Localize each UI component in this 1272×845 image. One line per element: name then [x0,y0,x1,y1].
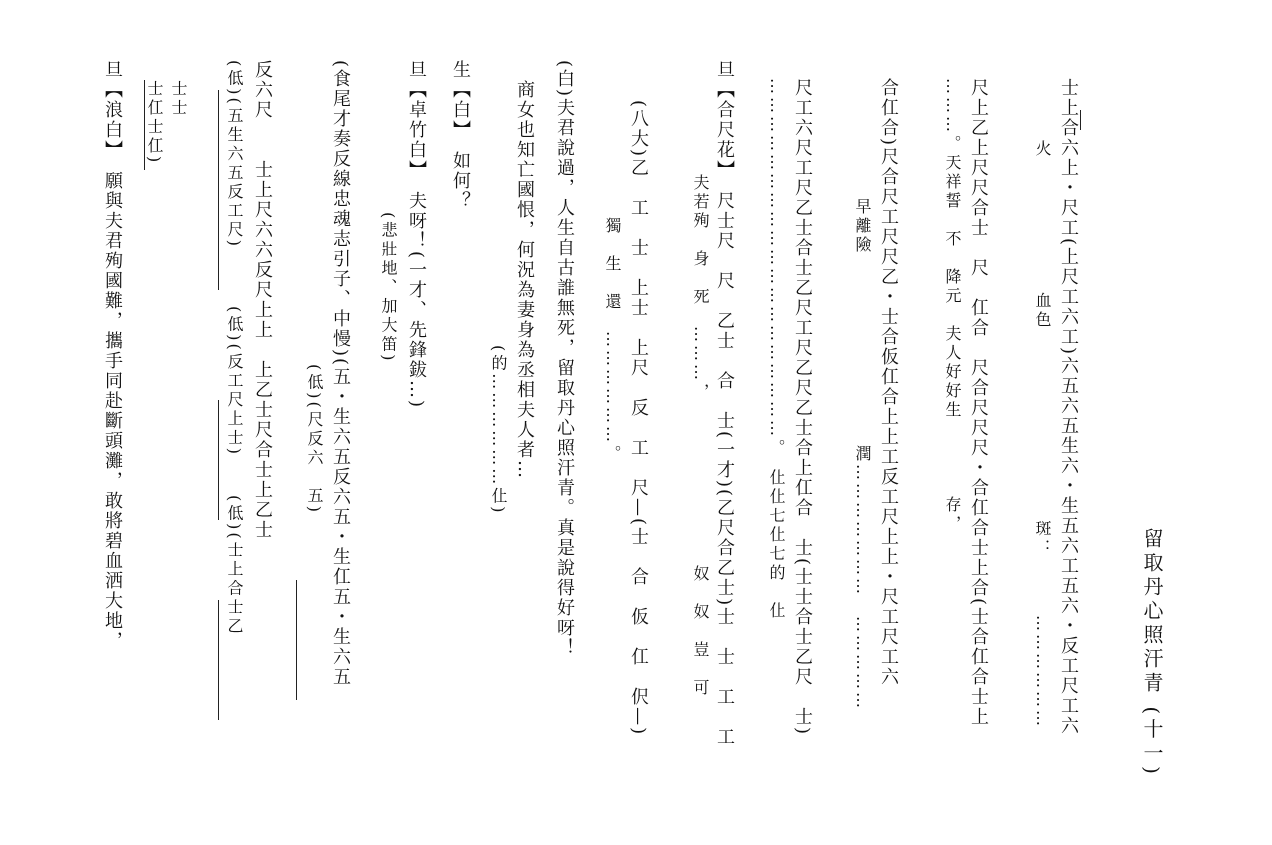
aria-lyric-1: 夫若殉 身 死 ………， 奴 奴 豈 可 [691,60,710,698]
bracket-mark [218,600,219,720]
aria-lyric-2: 獨 生 還 ………………。 [603,160,622,464]
score-line-2: 尺上乙上尺尺合士 尺 仜合 尺合尺尺尺・合仜合士上合(士合仜合士上 [968,78,989,728]
intro-line-2: (低)(尺反六 五) [305,60,324,515]
speech-line-2: 商女也知亡國恨，何況為妻身為丞相夫人者… [514,60,535,480]
bracket-mark [144,80,145,170]
lyric-line-3: 早離險 潤………………… …………… [853,160,872,711]
page-heading: 留取丹心照汗青 (十一) [1140,528,1164,778]
sheng-speech: 生【白】 如何？ [450,60,471,211]
lyric-line-4: …………………………………………………。 仩仩七仩七的 仩 [767,78,786,621]
slur-mark [1080,110,1081,130]
score-line-4: 尺工六尺工尺乙士合士乙尺工尺乙尺乙士合上仜合 士(士士合士乙尺 士) [792,78,813,737]
intro-line-6: 士仜士仜) [145,80,164,166]
bracket-mark [218,400,219,520]
lyric-line-2: ………。天祥誓 不 降元 夫人好好生 存， [943,78,962,534]
dan-speech: 旦【卓竹白】 夫呀！(一才、先鋒鈸…) [406,60,427,410]
aria-line-2: (八大)乙 工 士 上士 上尺 反 工 尺—(士 合 仮 仜 伬—) [628,100,649,737]
stage-direction-1: (悲壯地、加大笛) [379,60,398,364]
intro-line-1: (食尾才奏反線忠魂志引子、中慢)(五・生六五反六五・生仜五・生六五 [330,60,351,688]
aria-line-1: 旦【合尺花】 尺士尺 尺 乙士 合 士(一才)(乙尺合乙士)士 士 工 工 [714,60,735,748]
score-line-1: 士上合六上・尺工(上尺工六工)六五六五生六・生五六工五六・反工尺工六 [1058,78,1079,737]
intro-line-3: 反六尺 士上尺六六反尺上上 上乙士尺合士上乙士 [252,60,273,540]
dan-spoken-verse: 旦【浪白】 願與夫君殉國難，攜手同赴斷頭灘，敢將碧血洒大地， [102,60,123,651]
speech-line-1: (白)夫君說過，人生自古誰無死，留取丹心照汗青。真是說得好呀！ [554,60,575,659]
intro-line-4: (低)(五生六五反工尺) (低)(反工尺上士) (低)(士上合士乙 [225,60,244,637]
bracket-mark [218,90,219,290]
speech-line-3: (的………………仩) [489,60,508,516]
bracket-mark [296,580,297,700]
lyric-line-1: 火 血色 斑： ……………… [1033,140,1052,729]
intro-line-5: 士士 [169,80,188,156]
score-line-3: 合仜合)尺合尺工尺尺乙・士合仮仜合上上工反工尺上上・尺工尺工六 [878,78,899,688]
